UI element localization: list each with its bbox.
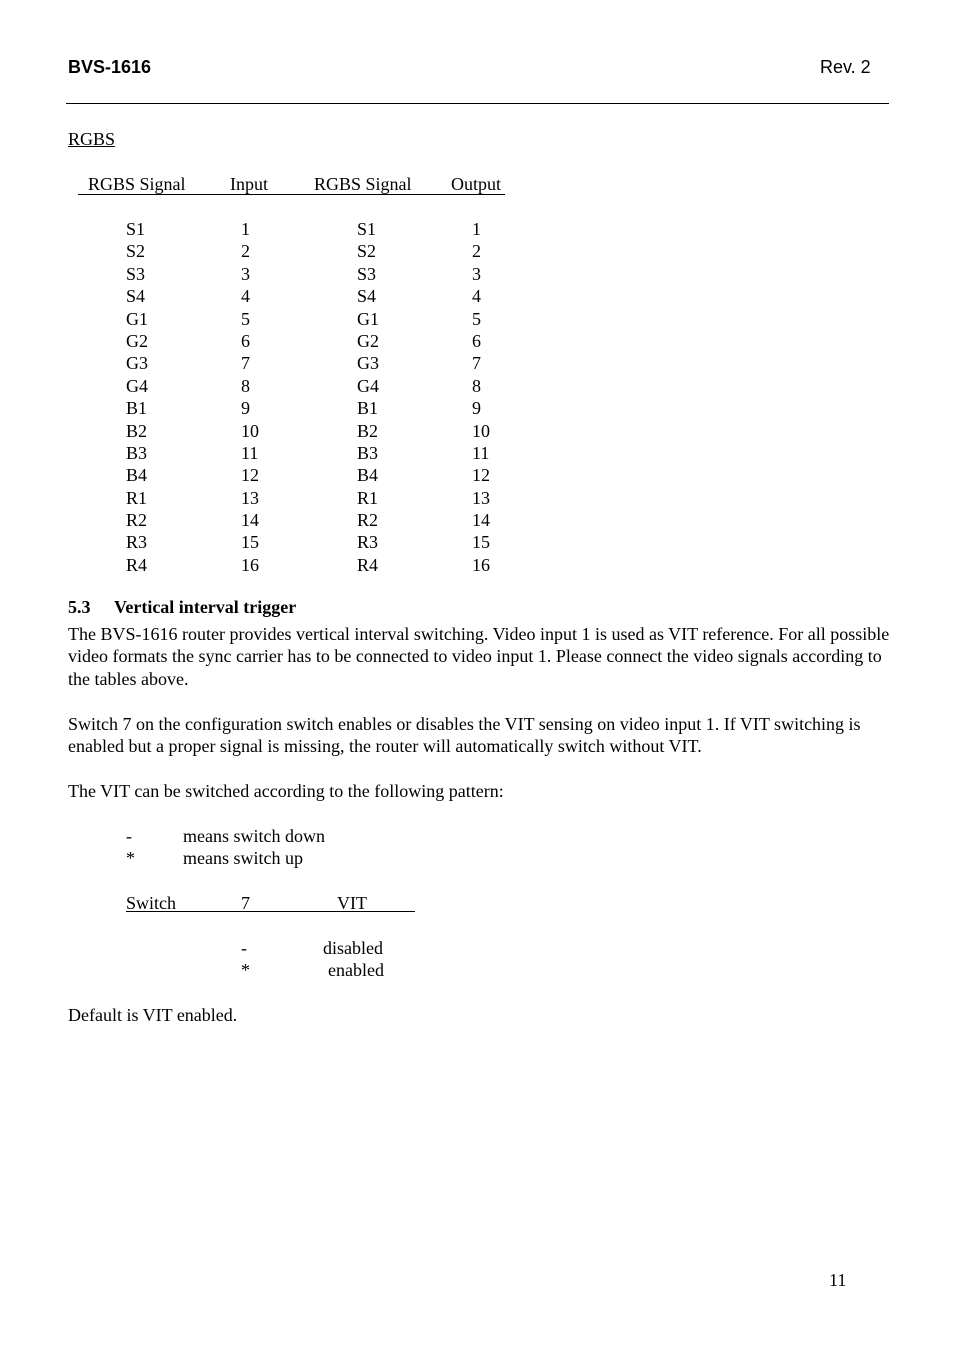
output-signal-cell: R2	[357, 510, 379, 531]
output-signal-cell: G3	[357, 353, 379, 374]
legend-symbol: -	[126, 826, 132, 846]
output-signal-cell: B3	[357, 442, 379, 463]
output-number-cell: 6	[472, 330, 481, 351]
legend-meaning: means switch up	[183, 848, 303, 868]
vit-state: disabled	[323, 938, 383, 958]
header-divider	[66, 103, 889, 104]
input-signal-cell: G4	[126, 375, 148, 396]
output-number-cell: 11	[472, 442, 490, 463]
input-number-cell: 6	[241, 330, 250, 351]
input-signal-cell: R3	[126, 532, 148, 553]
input-signal-cell: B3	[126, 442, 148, 463]
output-signal-cell: G2	[357, 330, 379, 351]
output-signal-cell: B1	[357, 398, 379, 419]
column-header: Input	[230, 174, 268, 194]
output-number-cell: 10	[472, 420, 490, 441]
output-signal-cell: R3	[357, 532, 379, 553]
input-number-cell: 3	[241, 263, 250, 284]
paragraph: Switch 7 on the configuration switch enables or disables the VIT sensing on video input 1. If VIT switching is enabled but a proper signal is missing, the router will automatically switch without VIT.	[68, 714, 861, 757]
output-number-cell: 16	[472, 554, 490, 575]
input-signal-cell: G1	[126, 308, 148, 329]
input-number-cell: 14	[241, 510, 259, 531]
output-number-cell: 15	[472, 532, 490, 553]
input-signal-cell: R1	[126, 487, 148, 508]
output-signal-cell: B4	[357, 465, 379, 486]
input-signal-cell: G3	[126, 353, 148, 374]
output-signal-cell: B2	[357, 420, 379, 441]
output-signal-cell: S3	[357, 263, 377, 284]
output-signal-column	[357, 218, 379, 576]
switch-value: -	[241, 938, 247, 958]
column-header: RGBS Signal	[88, 174, 186, 194]
input-number-cell: 8	[241, 375, 250, 396]
input-signal-cell: S2	[126, 241, 146, 262]
column-header: 7	[241, 893, 250, 913]
input-number-cell: 7	[241, 353, 250, 374]
document-id: BVS-1616	[68, 57, 152, 77]
legend-meaning: means switch down	[183, 826, 325, 846]
output-signal-cell: G4	[357, 375, 379, 396]
default-note: Default is VIT enabled.	[68, 1005, 238, 1025]
vit-state: enabled	[328, 960, 384, 980]
input-number-cell: 1	[241, 219, 250, 239]
input-signal-column	[126, 218, 148, 576]
output-number-cell: 2	[472, 241, 481, 262]
output-signal-cell: R1	[357, 487, 379, 508]
output-signal-cell: G1	[357, 308, 379, 329]
output-number-cell: 9	[472, 398, 481, 419]
input-number-cell: 12	[241, 465, 259, 486]
column-header: RGBS Signal	[314, 174, 412, 194]
output-number-cell: 13	[472, 487, 490, 508]
input-number-cell: 9	[241, 398, 250, 419]
input-number-cell: 13	[241, 487, 259, 508]
output-number-cell: 4	[472, 286, 481, 307]
input-signal-cell: S1	[126, 219, 146, 239]
input-signal-cell: R2	[126, 510, 148, 531]
section-heading	[68, 596, 296, 618]
output-number-column	[472, 218, 490, 576]
revision-label: Rev. 2	[820, 57, 871, 77]
page-number: 11	[829, 1270, 847, 1290]
input-number-column	[241, 218, 259, 576]
paragraph: The BVS-1616 router provides vertical interval switching. Video input 1 is used as VIT reference. For all possible video formats the sync carrier has to be connected to video input 1. Please connect the video signals according to the tables above.	[68, 624, 890, 689]
input-signal-cell: S3	[126, 263, 146, 284]
input-number-cell: 15	[241, 532, 259, 553]
output-number-cell: 12	[472, 465, 490, 486]
output-signal-cell: S2	[357, 241, 377, 262]
column-header: Switch	[126, 893, 177, 913]
table-header-underline	[126, 911, 415, 912]
input-number-cell: 11	[241, 442, 259, 463]
output-number-cell: 14	[472, 510, 490, 531]
input-number-cell: 10	[241, 420, 259, 441]
output-number-cell: 5	[472, 308, 481, 329]
output-number-cell: 3	[472, 263, 481, 284]
input-number-cell: 5	[241, 308, 250, 329]
output-number-cell: 7	[472, 353, 481, 374]
input-number-cell: 2	[241, 241, 250, 262]
input-signal-cell: G2	[126, 330, 148, 351]
output-number-cell: 1	[472, 219, 481, 239]
input-signal-cell: R4	[126, 554, 148, 575]
input-signal-cell: B2	[126, 420, 148, 441]
input-signal-cell: B4	[126, 465, 148, 486]
legend-symbol: *	[126, 848, 135, 868]
output-signal-cell: R4	[357, 554, 379, 575]
input-number-cell: 4	[241, 286, 250, 307]
input-signal-cell: B1	[126, 398, 148, 419]
paragraph: The VIT can be switched according to the following pattern:	[68, 781, 504, 801]
column-header: Output	[451, 174, 502, 194]
input-number-cell: 16	[241, 554, 259, 575]
input-signal-cell: S4	[126, 286, 146, 307]
switch-value: *	[241, 960, 250, 980]
rgbs-section-title: RGBS	[68, 129, 116, 149]
table-header-underline	[78, 194, 505, 195]
section-title: Vertical interval trigger	[114, 597, 297, 617]
output-signal-cell: S1	[357, 219, 377, 239]
output-number-cell: 8	[472, 375, 481, 396]
section-number: 5.3	[68, 597, 91, 617]
column-header: VIT	[337, 893, 367, 913]
output-signal-cell: S4	[357, 286, 377, 307]
